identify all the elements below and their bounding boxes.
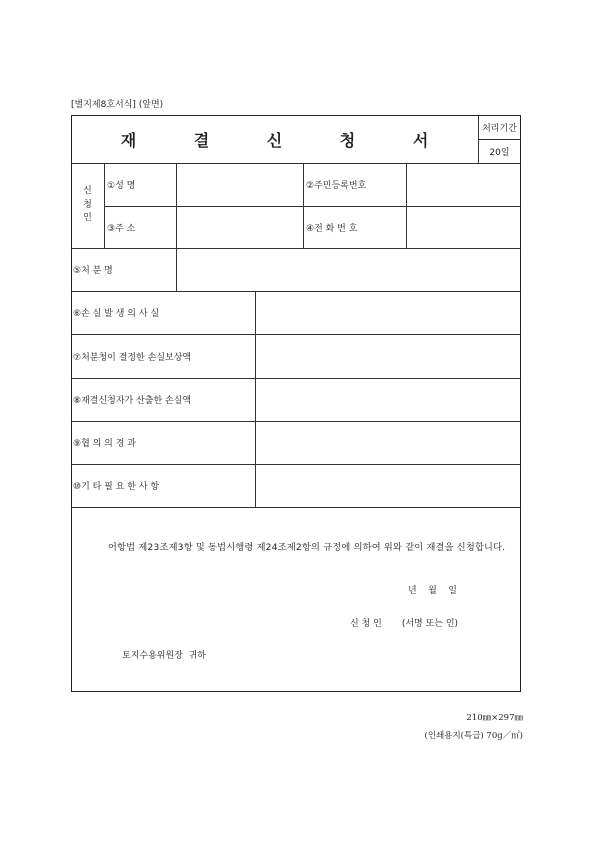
- name-label: ①성 명: [107, 181, 136, 191]
- address-field[interactable]: [177, 207, 302, 247]
- processing-value: 20일: [489, 147, 510, 158]
- consultation-label: ⑨협 의 의 경 과: [73, 439, 136, 449]
- processing-label: 처리기간: [482, 123, 517, 134]
- signature-line: 신 청 인 (서명 또는 인): [350, 619, 459, 629]
- disposition-agency-label: ⑤처 분 명: [73, 266, 113, 276]
- applicant-loss-field[interactable]: [256, 379, 520, 420]
- recipient-line: 토지수용위원장 귀하: [122, 651, 206, 661]
- disposition-agency-field[interactable]: [177, 249, 520, 290]
- applicant-label-char: 신: [83, 185, 92, 196]
- row10-bottom-line: [71, 507, 521, 508]
- applicant-section-label: [71, 163, 104, 248]
- paper-spec: (인쇄용지(특급) 70g／㎡): [424, 731, 523, 741]
- address-label: ③주 소: [107, 223, 136, 234]
- declaration-text: 어항법 제23조제3항 및 동법시행령 제24조제2항의 규정에 의하여 위와 같이 재결을 신청합니다.: [108, 542, 506, 553]
- other-matters-field[interactable]: [256, 465, 520, 506]
- applicant-loss-label: ⑧재결신청자가 산출한 손실액: [73, 396, 192, 406]
- date-line: 년 월 일: [408, 586, 457, 596]
- loss-facts-label: ⑥손 실 발 생 의 사 실: [73, 309, 160, 319]
- name-field[interactable]: [177, 164, 302, 205]
- applicant-label-char: 청: [83, 199, 92, 210]
- agency-compensation-label: ⑦처분청이 결정한 손실보상액: [73, 352, 192, 363]
- form-title: 재 결 신 청 서: [120, 130, 455, 150]
- agency-compensation-field[interactable]: [256, 335, 520, 377]
- form-code: [별지제8호서식] (앞면): [71, 100, 164, 110]
- other-matters-label: ⑩기 타 필 요 한 사 항: [73, 482, 160, 492]
- id-number-label: ②주민등록번호: [306, 181, 367, 191]
- phone-field[interactable]: [407, 207, 520, 247]
- phone-label: ④전 화 번 호: [306, 223, 358, 234]
- loss-facts-field[interactable]: [256, 292, 520, 333]
- id-number-field[interactable]: [407, 164, 520, 205]
- applicant-label-char: 인: [83, 213, 92, 224]
- paper-size: 210㎜×297㎜: [466, 713, 523, 723]
- consultation-field[interactable]: [256, 422, 520, 463]
